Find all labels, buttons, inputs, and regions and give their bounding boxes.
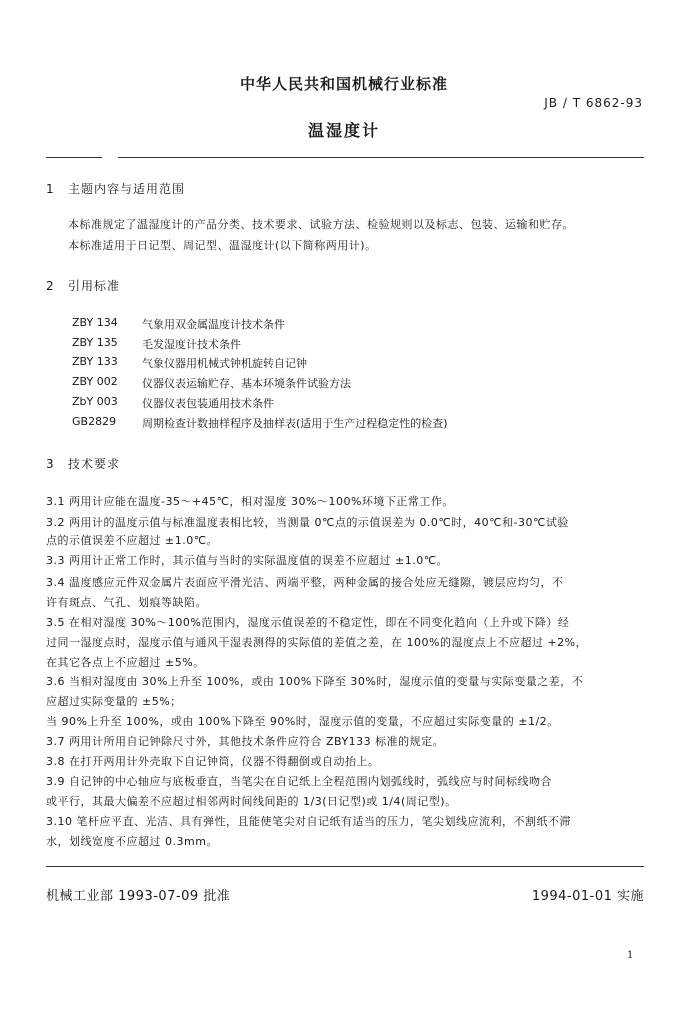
section-3-title: 技术要求	[68, 457, 121, 471]
clause-line: 3.2 两用计的温度示值与标准温度表相比较，当测量 0℃点的示值误差为 0.0℃时，40℃和-30℃试验	[46, 516, 569, 529]
clause-line: 3.4 温度感应元件双金属片表面应平滑光洁、两端平整，两种金属的接合处应无缝隙，镀层应均匀，不	[46, 576, 564, 589]
clause-line: 水，划线宽度不应超过 0.3mm。	[46, 835, 218, 848]
section-2-heading	[46, 277, 120, 294]
reference-code: ZbY 003	[72, 395, 118, 408]
reference-title: 气象用双金属温度计技术条件	[142, 318, 285, 331]
clause-line: 应超过实际变量的 ±5%；	[46, 695, 182, 708]
approval-date: 机械工业部 1993-07-09 批准	[46, 889, 231, 904]
clause-line: 3.6 当相对湿度由 30%上升至 100%，或由 100%下降至 30%时，湿度示值的变量与实际变量之差，不	[46, 675, 584, 688]
clause-line: 3.5 在相对湿度 30%～100%范围内，湿度示值误差的不稳定性，即在不同变化趋向（上升或下降）经	[46, 616, 570, 629]
issuing-authority-title: 中华人民共和国机械行业标准	[239, 75, 448, 93]
top-divider-short	[46, 157, 102, 158]
clause-line: 或平行，其最大偏差不应超过相邻两时间线间距的 1/3(日记型)或 1/4(周记型)。	[46, 795, 457, 808]
reference-title: 气象仪器用机械式钟机旋转自记钟	[142, 357, 307, 370]
clause-line: 3.7 两用计所用自记钟除尺寸外，其他技术条件应符合 ZBY133 标准的规定。	[46, 735, 445, 748]
reference-code: ZBY 135	[72, 336, 118, 349]
page-number: 1	[627, 950, 634, 961]
bottom-divider	[46, 866, 644, 867]
reference-code: ZBY 002	[72, 375, 118, 388]
clause-line: 在其它各点上不应超过 ±5%。	[46, 656, 205, 669]
clause-line: 3.1 两用计应能在温度-35～+45℃，相对湿度 30%～100%环境下正常工作。	[46, 495, 454, 508]
reference-title: 仪器仪表包装通用技术条件	[142, 397, 274, 410]
reference-code: GB2829	[72, 415, 117, 428]
standard-number: JB / T 6862-93	[544, 96, 643, 110]
implementation-date: 1994-01-01 实施	[531, 889, 644, 904]
reference-code: ZBY 134	[72, 316, 118, 329]
section-1-paragraph-1: 本标准规定了温湿度计的产品分类、技术要求、试验方法、检验规则以及标志、包装、运输和贮存。	[68, 218, 574, 231]
reference-title: 仪器仪表运输贮存、基本环境条件试验方法	[142, 377, 351, 390]
clause-line: 许有斑点、气孔、划痕等缺陷。	[46, 596, 207, 609]
section-1-heading	[46, 180, 185, 197]
clause-line: 当 90%上升至 100%，或由 100%下降至 90%时，湿度示值的变量，不应超过实际变量的 ±1/2。	[46, 715, 559, 728]
reference-code: ZBY 133	[72, 355, 118, 368]
clause-line: 过同一湿度点时，湿度示值与通风干湿表测得的实际值的差值之差，在 100%的湿度点上不应超过 +2%，	[46, 636, 588, 649]
section-1-title: 主题内容与适用范围	[68, 182, 186, 196]
reference-title: 周期检查计数抽样程序及抽样表(适用于生产过程稳定性的检查)	[142, 417, 448, 430]
clause-line: 3.9 自记钟的中心轴应与底板垂直，当笔尖在自记纸上全程范围内划弧线时，弧线应与时间标线吻合	[46, 775, 552, 788]
clause-line: 3.10 笔杆应平直、光洁、具有弹性，且能使笔尖对自记纸有适当的压力，笔尖划线应流利，不割纸不滞	[46, 815, 571, 828]
section-3-heading	[46, 455, 120, 472]
section-2-number: 2	[46, 279, 55, 293]
clause-line: 点的示值误差不应超过 ±1.0℃。	[46, 534, 219, 547]
top-divider-long	[118, 157, 644, 158]
document-title: 温湿度计	[307, 121, 380, 140]
section-1-paragraph-2: 本标准适用于日记型、周记型、温湿度计(以下简称两用计)。	[68, 239, 377, 252]
section-3-number: 3	[46, 457, 55, 471]
clause-line: 3.3 两用计正常工作时，其示值与当时的实际温度值的误差不应超过 ±1.0℃。	[46, 554, 449, 567]
clause-line: 3.8 在打开两用计外壳取下自记钟筒，仪器不得翻倒或自动抬上。	[46, 755, 380, 768]
reference-title: 毛发湿度计技术条件	[142, 338, 241, 351]
section-1-number: 1	[46, 182, 55, 196]
section-2-title: 引用标准	[68, 279, 121, 293]
